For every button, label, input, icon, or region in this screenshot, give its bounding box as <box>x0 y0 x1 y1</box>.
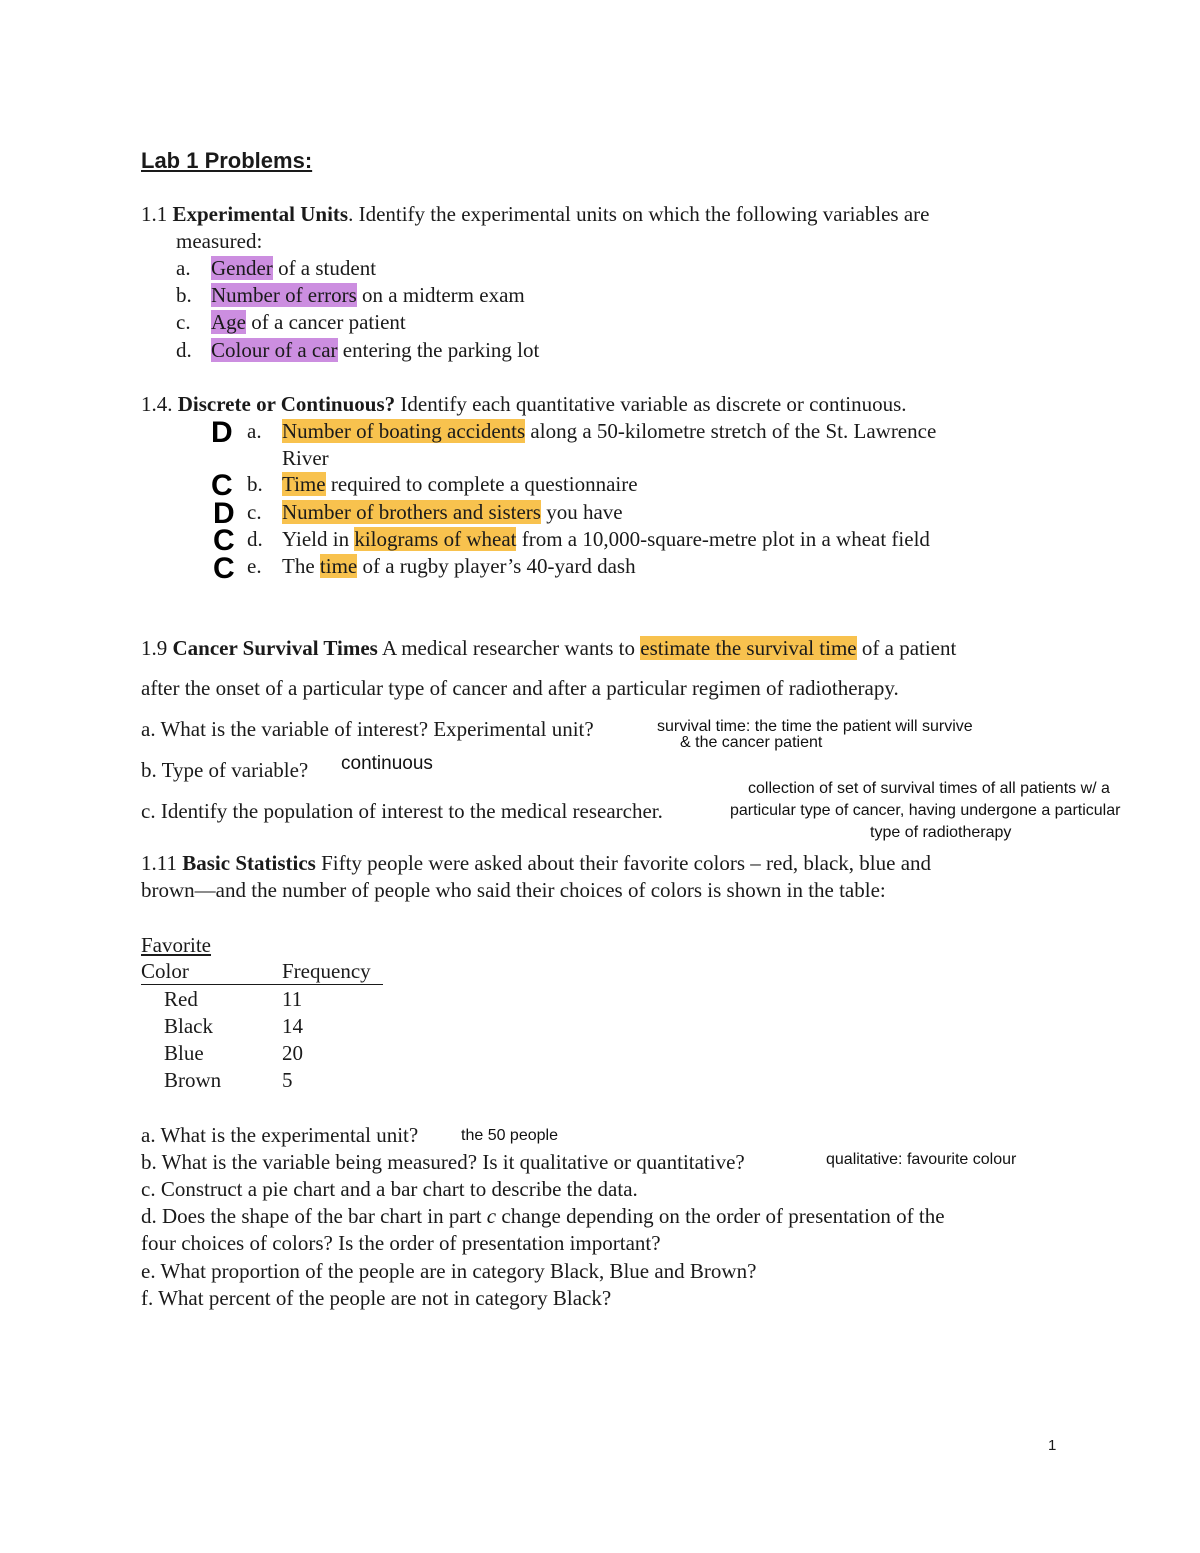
q1-4-heading: Discrete or Continuous? <box>177 392 396 416</box>
item-pre: The <box>282 554 320 578</box>
item-text: along a 50-kilometre stretch of the St. Lawrence <box>525 419 937 443</box>
q1-11-question-d-line2: four choices of colors? Is the order of presentation important? <box>141 1231 661 1255</box>
item-letter: d. <box>247 527 263 551</box>
page-number: 1 <box>1048 1437 1057 1454</box>
table-cell-color: Red <box>164 987 198 1011</box>
table-cell-color: Black <box>164 1014 213 1038</box>
q1-1-line2: measured: <box>176 229 263 253</box>
q1-11-heading: Basic Statistics <box>182 851 316 875</box>
item-text: entering the parking lot <box>337 338 540 362</box>
table-cell-frequency: 11 <box>282 987 303 1011</box>
q1-11-text: Fifty people were asked about their favorite colors – red, black, blue and <box>315 851 932 875</box>
q1-9-question-a: a. What is the variable of interest? Experimental unit? <box>141 717 594 741</box>
q1-4-item-a <box>247 418 936 445</box>
highlight-purple: Gender <box>211 256 273 280</box>
q1-4-line1 <box>141 391 907 418</box>
frequency-table <box>164 986 303 1094</box>
handwritten-answer: particular type of cancer, having undergone a particular <box>730 802 1121 819</box>
item-letter: b. <box>247 472 263 496</box>
table-header-row <box>141 959 383 985</box>
item-letter: a. <box>247 419 262 443</box>
frequency-table-body <box>164 986 303 1094</box>
q1-11-question-f: f. What percent of the people are not in category Black? <box>141 1286 612 1310</box>
q1-1-item-c <box>176 309 406 336</box>
handwritten-answer: survival time: the time the patient will survive <box>657 718 973 735</box>
highlight-purple: Number of errors <box>211 283 357 307</box>
item-letter: d. <box>176 338 192 362</box>
table-cell-frequency: 14 <box>282 1014 303 1038</box>
item-text: of a rugby player’s 40-yard dash <box>357 554 636 578</box>
q1-4-item-a-cont: River <box>282 446 329 470</box>
item-letter: b. <box>176 283 192 307</box>
q1-9-heading: Cancer Survival Times <box>172 636 378 660</box>
q1-1-heading: Experimental Units <box>172 202 349 226</box>
table-row <box>164 986 303 1013</box>
q1-4-item-d <box>247 526 930 553</box>
table-row <box>164 1013 303 1040</box>
q1-9-text-post: of a patient <box>856 636 957 660</box>
handwritten-answer: qualitative: favourite colour <box>826 1151 1017 1168</box>
handwritten-mark-c: C <box>213 552 235 585</box>
highlight-orange: Number of brothers and sisters <box>282 500 541 524</box>
q1-11-question-e: e. What proportion of the people are in category Black, Blue and Brown? <box>141 1259 757 1283</box>
item-text: of a cancer patient <box>246 310 406 334</box>
table-row <box>164 1040 303 1067</box>
handwritten-answer: type of radiotherapy <box>870 824 1012 841</box>
q1-1-item-b <box>176 282 525 309</box>
question-text: d. Does the shape of the bar chart in part <box>141 1204 487 1228</box>
table-header-color: Color <box>141 959 189 983</box>
item-text: you have <box>540 500 623 524</box>
handwritten-answer: continuous <box>341 753 433 774</box>
highlight-orange: time <box>319 554 358 578</box>
item-text: on a midterm exam <box>356 283 525 307</box>
highlight-purple: Colour of a car <box>211 338 338 362</box>
item-text: of a student <box>272 256 377 280</box>
handwritten-mark-d: D <box>211 416 233 449</box>
highlight-orange: kilograms of wheat <box>354 527 517 551</box>
highlight-orange: Time <box>282 472 326 496</box>
item-text: required to complete a questionnaire <box>325 472 638 496</box>
q1-11-line2: brown—and the number of people who said their choices of colors is shown in the table: <box>141 878 886 902</box>
handwritten-mark-c: C <box>211 469 233 502</box>
q1-1-number: 1.1 <box>141 202 168 226</box>
item-pre: Yield in <box>282 527 355 551</box>
table-row <box>164 1067 303 1094</box>
q1-9-text: A medical researcher wants to <box>377 636 641 660</box>
question-text-post: change depending on the order of presentation of the <box>496 1204 945 1228</box>
q1-4-number: 1.4. <box>141 392 173 416</box>
item-letter: a. <box>176 256 191 280</box>
item-text: from a 10,000-square-metre plot in a wheat field <box>516 527 930 551</box>
q1-11-question-b: b. What is the variable being measured? Is it qualitative or quantitative? <box>141 1150 745 1174</box>
q1-9-question-c: c. Identify the population of interest to the medical researcher. <box>141 799 663 823</box>
q1-11-line1 <box>141 850 931 877</box>
q1-1-item-a <box>176 255 376 282</box>
q1-11-number: 1.11 <box>141 851 177 875</box>
item-letter: c. <box>247 500 262 524</box>
highlight-purple: Age <box>211 310 246 334</box>
q1-9-line1 <box>141 635 956 662</box>
q1-11-question-a: a. What is the experimental unit? <box>141 1123 419 1147</box>
table-cell-color: Blue <box>164 1041 204 1065</box>
q1-1-line1 <box>141 201 930 228</box>
q1-4-item-b <box>247 471 638 498</box>
q1-11-question-d <box>141 1203 945 1230</box>
page-title: Lab 1 Problems: <box>141 148 313 173</box>
handwritten-answer: the 50 people <box>461 1127 558 1144</box>
handwritten-answer: & the cancer patient <box>680 734 823 751</box>
item-letter: e. <box>247 554 262 578</box>
handwritten-answer: collection of set of survival times of all patients w/ a <box>748 780 1110 797</box>
table-header-top: Favorite <box>141 933 211 957</box>
table-cell-frequency: 5 <box>282 1068 293 1092</box>
table-cell-color: Brown <box>164 1068 222 1092</box>
q1-9-line2: after the onset of a particular type of cancer and after a particular regimen of radiotherapy. <box>141 676 899 700</box>
highlight-orange: estimate the survival time <box>640 636 857 660</box>
q1-9-question-b: b. Type of variable? <box>141 758 309 782</box>
question-italic: c <box>486 1204 497 1228</box>
item-letter: c. <box>176 310 191 334</box>
q1-4-item-e <box>247 553 636 580</box>
highlight-orange: Number of boating accidents <box>282 419 526 443</box>
handwritten-mark-c: C <box>213 524 235 557</box>
q1-4-text: Identify each quantitative variable as discrete or continuous. <box>395 392 907 416</box>
q1-11-question-c: c. Construct a pie chart and a bar chart to describe the data. <box>141 1177 638 1201</box>
q1-1-text: . Identify the experimental units on which the following variables are <box>348 202 930 226</box>
q1-4-item-c <box>247 499 623 526</box>
q1-1-item-d <box>176 337 539 364</box>
handwritten-mark-d: D <box>213 497 235 530</box>
q1-9-number: 1.9 <box>141 636 168 660</box>
table-header-frequency: Frequency <box>282 959 371 983</box>
table-cell-frequency: 20 <box>282 1041 303 1065</box>
